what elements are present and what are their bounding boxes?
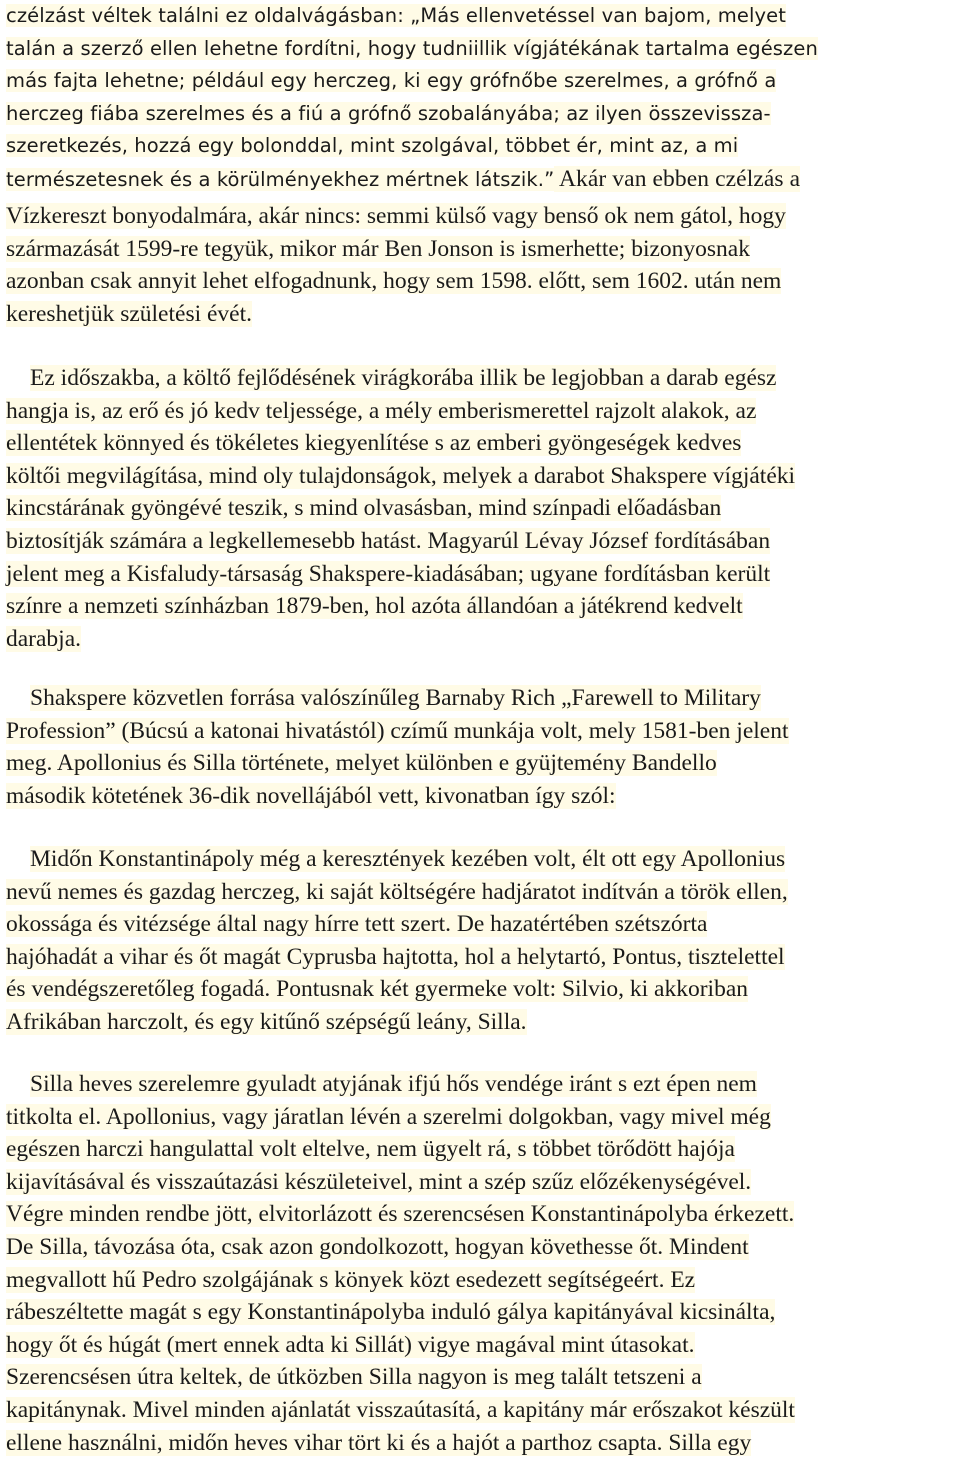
text-line: kereshetjük születési évét. <box>6 300 253 327</box>
text-line: Ez időszakba, a költő fejlődésének virágkorába illik be legjobban a darab egész <box>30 365 777 391</box>
text-line: második kötetének 36-dik novellájából vett, kivonatban így szól: <box>6 782 616 809</box>
text-line: darabja. <box>6 625 82 652</box>
text-line: okossága és vitézsége által nagy hírre tett szert. De hazatértében szétszórta <box>6 911 708 938</box>
text-line: származását 1599-re tegyük, mikor már Ben Jonson is ismerhette; bizonyosnak <box>6 235 750 262</box>
text-line-mixed: természetesnek és a körülményekhez mértnek látszik.” Akár van ebben czélzás a <box>6 165 801 192</box>
text-line: Vízkereszt bonyodalmára, akár nincs: semmi külső vagy benső ok nem gátol, hogy <box>6 203 786 229</box>
text-line: Profession” (Búcsú a katonai hivatástól) czímű munkája volt, mely 1581-ben jelent <box>6 717 789 744</box>
text-line: más fajta lehetne; például egy herczeg, ki egy grófnőbe szerelmes, a grófnő a <box>6 69 777 93</box>
text-line: rábeszéltette magát s egy Konstantinápolyba induló gálya kapitányával kicsinálta, <box>6 1299 776 1326</box>
paragraph-1-sans <box>6 0 960 196</box>
text-line: nevű nemes és gazdag herczeg, ki saját költségére hadjáratot indítván a török ellen, <box>6 878 788 905</box>
text-line: Afrikában harczolt, és egy kitűnő szépségű leány, Silla. <box>6 1008 527 1035</box>
text-line: ellentétek könnyed és tökéletes kiegyenlítése s az emberi gyöngeségek kedves <box>6 430 742 457</box>
text-line: Szerencsésen útra keltek, de útközben Silla nagyon is meg talált tetszeni a <box>6 1364 702 1391</box>
paragraph-2 <box>6 362 960 655</box>
text-line: hajóhadát a vihar és őt magát Cyprusba hajtotta, hol a helytartó, Pontus, tisztelettel <box>6 943 785 970</box>
text-line: talán a szerző ellen lehetne fordítni, hogy tudniillik vígjátékának tartalma egészen <box>6 36 818 60</box>
text-line: meg. Apollonius és Silla története, melyet különben e gyüjtemény Bandello <box>6 750 717 777</box>
text-line: biztosítják számára a legkellemesebb hatást. Magyarúl Lévay József fordításában <box>6 527 771 554</box>
paragraph-3 <box>6 682 960 812</box>
text-line: kapitánynak. Mivel minden ajánlatát visszaútasítá, a kapitány már erőszakot készült <box>6 1396 795 1423</box>
paragraph-5 <box>6 1068 960 1459</box>
text-line: megvallott hű Pedro szolgájának s könyek közt esedezett segítségeért. Ez <box>6 1266 696 1293</box>
text-line: egészen harczi hangulattal volt eltelve, nem ügyelt rá, s többet törődött hajója <box>6 1136 735 1163</box>
paragraph-4 <box>6 843 960 1039</box>
text-line: titkolta el. Apollonius, vagy járatlan lévén a szerelmi dolgokban, vagy mivel még <box>6 1103 771 1130</box>
text-line: azonban csak annyit lehet elfogadnunk, hogy sem 1598. előtt, sem 1602. után nem <box>6 268 782 295</box>
text-line: hangja is, az erő és jó kedv teljessége, a mély emberismerettel rajzolt alakok, az <box>6 397 757 424</box>
text-line: kincstárának gyöngévé teszik, s mind olvasásban, mind színpadi előadásban <box>6 495 722 522</box>
text-line: hogy őt és húgát (mert ennek adta ki Sillát) vigye magával mint útasokat. <box>6 1331 695 1358</box>
text-line: költői megvilágítása, mind oly tulajdonságok, melyek a darabot Shakspere vígjátéki <box>6 462 796 489</box>
text-line-tail: Akár van ebben czélzás a <box>554 165 801 192</box>
text-line: kijavításával és visszaútazási készületeivel, mint a szép szűz előzékenységével. <box>6 1168 752 1195</box>
text-line: jelent meg a Kisfaludy-társaság Shakspere-kiadásában; ugyane fordításban került <box>6 560 771 587</box>
text-line: herczeg fiába szerelmes és a fiú a grófnő szobalányába; az ilyen összevissza- <box>6 101 771 125</box>
text-line: ellene használni, midőn heves vihar tört ki és a hajót a parthoz csapta. Silla egy <box>6 1429 752 1456</box>
text-line: Végre minden rendbe jött, elvitorlázott és szerencsésen Konstantinápolyba érkezett. <box>6 1201 795 1228</box>
paragraph-1-serif <box>6 200 960 330</box>
text-line: színre a nemzeti színházban 1879-ben, hol azóta állandóan a játékrend kedvelt <box>6 593 743 620</box>
text-line: és vendégszeretőleg fogadá. Pontusnak két gyermeke volt: Silvio, ki akkoriban <box>6 976 749 1003</box>
text-line: De Silla, távozása óta, csak azon gondolkozott, hogyan követhesse őt. Mindent <box>6 1233 749 1260</box>
text-line: Midőn Konstantinápoly még a keresztények kezében volt, élt ott egy Apollonius <box>30 846 786 872</box>
text-line: szeretkezés, hozzá egy bolonddal, mint szolgával, többet ér, mint az, a mi <box>6 134 739 158</box>
text-line: Shakspere közvetlen forrása valószínűleg Barnaby Rich „Farewell to Military <box>30 685 761 711</box>
text-line: Silla heves szerelemre gyuladt atyjának ifjú hős vendége iránt s ezt épen nem <box>30 1071 757 1097</box>
text-line: czélzást véltek találni ez oldalvágásban: „Más ellenvetéssel van bajom, melyet <box>6 4 787 27</box>
